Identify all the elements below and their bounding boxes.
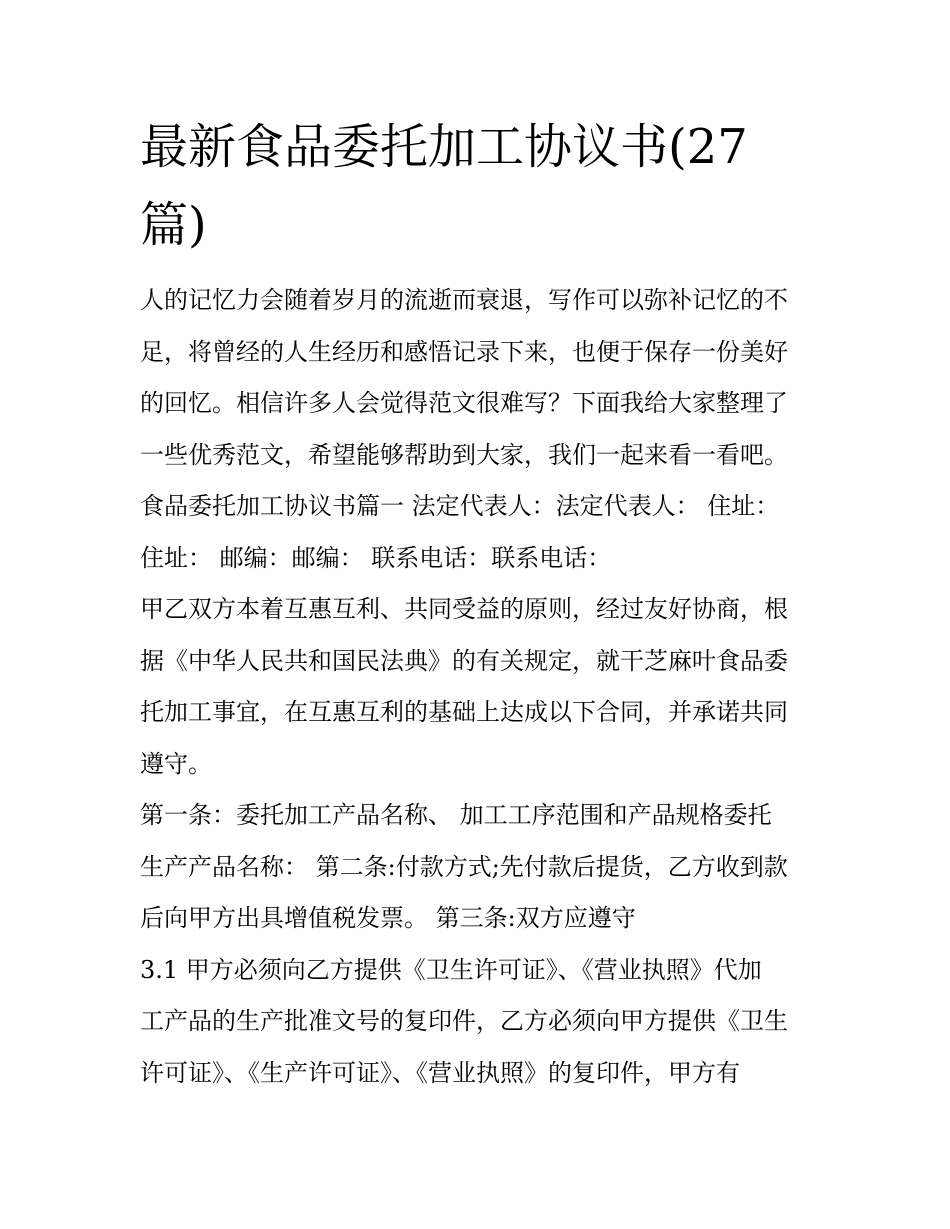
- body-line: 生产产品名称： 第二条:付款方式;先付款后提货，乙方收到款: [140, 852, 788, 881]
- body-line: 第一条：委托加工产品名称、 加工工序范围和产品规格委托: [140, 801, 772, 829]
- document-title: [140, 108, 820, 264]
- body-line: 遵守。: [140, 749, 212, 778]
- body-line: 食品委托加工协议书篇一 法定代表人：法定代表人： 住址：: [140, 492, 780, 520]
- body-line: 3.1 甲方必须向乙方提供《卫生许可证》、《营业执照》代加: [140, 955, 762, 984]
- body-line: 许可证》、《生产许可证》、《营业执照》的复印件，甲方有: [140, 1058, 740, 1087]
- body-line: 人的记忆力会随着岁月的流逝而衰退，写作可以弥补记忆的不: [140, 286, 788, 314]
- body-line: 据《中华人民共和国民法典》的有关规定，就干芝麻叶食品委: [140, 646, 788, 675]
- body-line: 足，将曾经的人生经历和感悟记录下来，也便于保存一份美好: [140, 337, 788, 366]
- body-line: 住址： 邮编：邮编： 联系电话：联系电话：: [140, 543, 612, 572]
- title-line-2: 篇): [140, 197, 207, 253]
- body-line: 一些优秀范文，希望能够帮助到大家，我们一起来看一看吧。: [140, 440, 788, 469]
- title-line-1: 最新食品委托加工协议书(27: [140, 119, 748, 175]
- body-line: 后向甲方出具增值税发票。 第三条:双方应遵守: [140, 904, 636, 932]
- document-body: [140, 275, 820, 1099]
- body-line: 甲乙双方本着互惠互利、共同受益的原则，经过友好协商，根: [140, 595, 788, 623]
- body-line: 工产品的生产批准文号的复印件，乙方必须向甲方提供《卫生: [140, 1007, 788, 1035]
- body-line: 托加工事宜，在互惠互利的基础上达成以下合同，并承诺共同: [140, 698, 788, 726]
- body-line: 的回忆。相信许多人会觉得范文很难写？下面我给大家整理了: [140, 389, 788, 417]
